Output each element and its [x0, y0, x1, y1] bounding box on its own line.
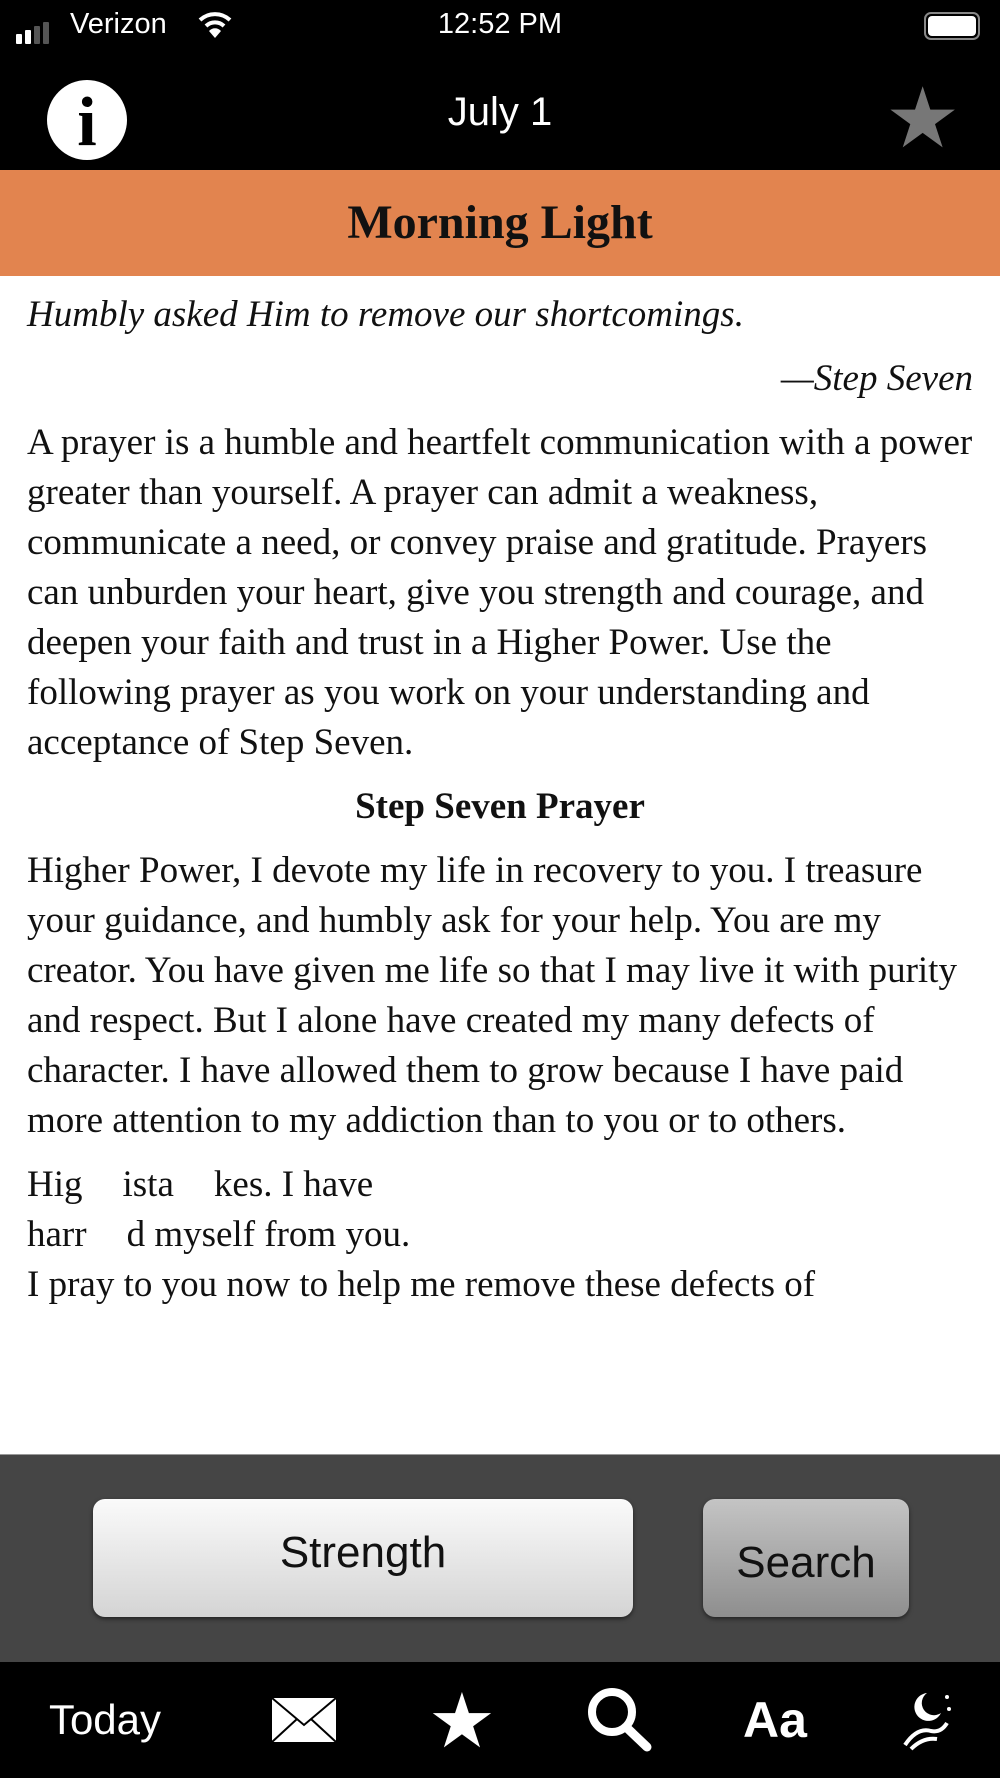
search-button[interactable]: Search [703, 1499, 909, 1617]
text-fragment: kes. I have [213, 1164, 374, 1205]
info-icon[interactable]: i [47, 80, 127, 160]
text-fragment: d myself from you. [126, 1214, 411, 1255]
search-icon[interactable] [578, 1662, 662, 1778]
strength-button[interactable]: Strength [93, 1499, 633, 1617]
star-icon[interactable]: ★ [427, 1678, 497, 1764]
quote: Humbly asked Him to remove our shortcomings. [27, 294, 744, 335]
reading-title: Morning Light [0, 170, 1000, 276]
subheading: Step Seven Prayer [355, 786, 645, 827]
nav-bar [0, 58, 1000, 170]
text-fragment: harr [27, 1214, 87, 1255]
quote-attribution: —Step Seven [780, 358, 973, 399]
text-fragment: Hig [27, 1164, 83, 1205]
mail-icon[interactable] [262, 1662, 346, 1778]
text-fragment: I pray to you now to help me remove these defects of [27, 1264, 816, 1305]
carrier: Verizon [70, 8, 167, 40]
paragraph-partial [27, 1160, 973, 1310]
status-bar [0, 0, 1000, 58]
battery-icon [924, 12, 980, 40]
night-mode-icon[interactable] [890, 1662, 960, 1778]
paragraph: A prayer is a humble and heartfelt communication with a power greater than yourself. A prayer can admit a weakness, communicate a need, or convey praise and gratitude. Prayers can unburden your heart, give you strength and courage, and deepen your faith and trust in a Higher Power. Use the following prayer as you work on your understanding and acceptance of Step Seven. [27, 422, 973, 763]
clock: 12:52 PM [437, 8, 563, 40]
tab-today[interactable]: Today [48, 1696, 162, 1743]
star-icon[interactable]: ★ [885, 71, 961, 165]
page-title: July 1 [447, 90, 553, 134]
tab-bar [0, 1662, 1000, 1778]
paragraph: Higher Power, I devote my life in recovery to you. I treasure your guidance, and humbly ask for your help. You are my creator. You have given me life so that I may live it with purity and respect. But I alone have created my many defects of character. I have allowed them to grow because I have paid more attention to my addiction than to you or to others. [27, 850, 957, 1141]
text-fragment: ista [122, 1164, 174, 1205]
font-size-icon[interactable]: Aa [743, 1692, 807, 1748]
reading-content [27, 276, 973, 1310]
